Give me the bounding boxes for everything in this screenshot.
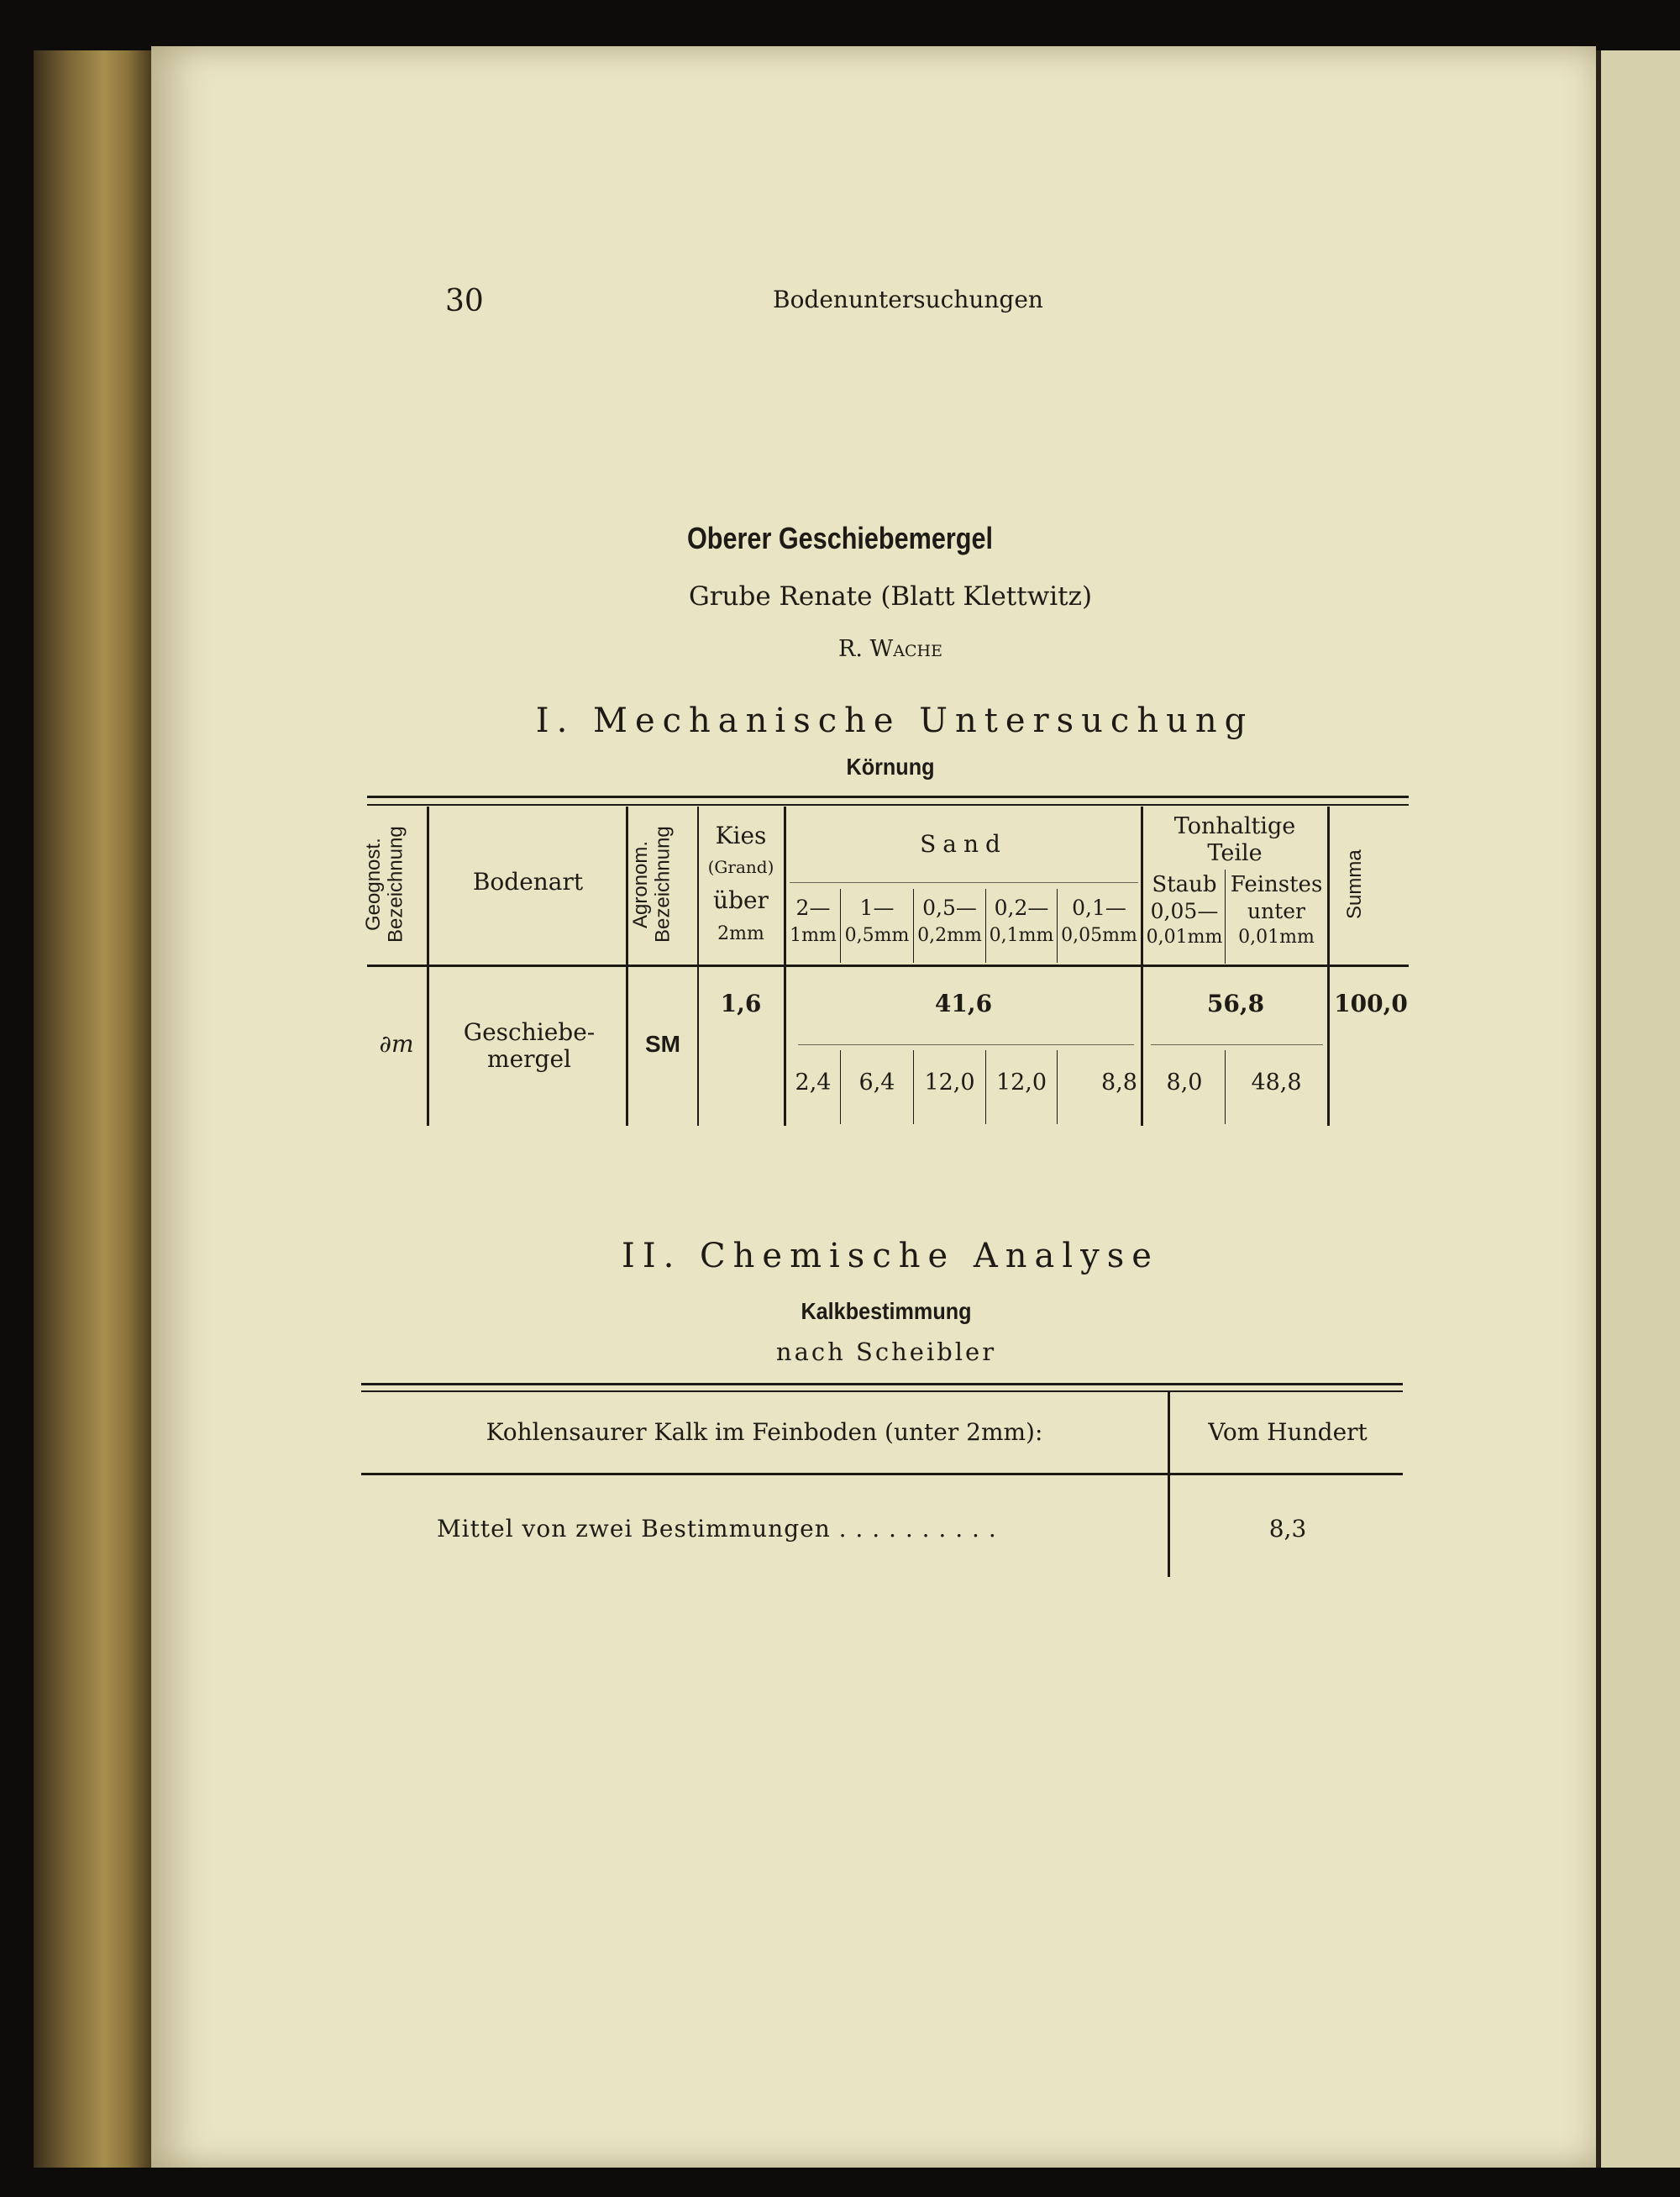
author-line: R. Wache bbox=[838, 636, 942, 662]
row-sand-4: 12,0 bbox=[995, 1070, 1047, 1096]
section2-subheading: Kalkbestimmung bbox=[801, 1298, 972, 1324]
col-kies-4: 2mm bbox=[717, 923, 764, 944]
row-agronom: SM bbox=[645, 1031, 680, 1057]
col-staub-c: 0,01mm bbox=[1146, 927, 1223, 948]
col-feinstes-c: 0,01mm bbox=[1238, 927, 1315, 948]
location-line: Grube Renate (Blatt Klettwitz) bbox=[688, 581, 1093, 612]
section1-heading: I. Mechanische Untersuchung bbox=[535, 702, 1254, 740]
col-kies-3: über bbox=[713, 886, 769, 914]
col-geognost: Geognost. Bezeichnung bbox=[362, 826, 407, 943]
method-line: nach Scheibler bbox=[775, 1338, 997, 1366]
sand-sub-3-bottom: 0,2mm bbox=[917, 925, 982, 946]
sand-sub-2-top: 1— bbox=[859, 896, 895, 920]
row-sand-5: 8,8 bbox=[1101, 1070, 1137, 1096]
col-bodenart: Bodenart bbox=[472, 868, 584, 896]
lime-col-value: Vom Hundert bbox=[1208, 1418, 1368, 1446]
col-tonhaltige: Tonhaltige Teile bbox=[1173, 813, 1296, 867]
sand-sub-5-top: 0,1— bbox=[1072, 896, 1126, 920]
col-feinstes-b: unter bbox=[1247, 899, 1305, 923]
sand-sub-5-bottom: 0,05mm bbox=[1061, 925, 1137, 946]
lime-row-value: 8,3 bbox=[1268, 1515, 1307, 1543]
col-staub-a: Staub bbox=[1152, 872, 1217, 897]
section2-heading: II. Chemische Analyse bbox=[622, 1237, 1159, 1275]
row-ton-total: 56,8 bbox=[1206, 990, 1265, 1017]
page-number: 30 bbox=[445, 284, 484, 318]
row-sand-total: 41,6 bbox=[934, 990, 993, 1017]
lime-row-label: Mittel von zwei Bestimmungen . . . . . . . . . . bbox=[437, 1515, 997, 1543]
sand-sub-4-bottom: 0,1mm bbox=[989, 925, 1054, 946]
col-sand: Sand bbox=[920, 830, 1007, 858]
row-sand-3: 12,0 bbox=[924, 1070, 975, 1096]
running-title: Bodenuntersuchungen bbox=[773, 286, 1043, 313]
book-page-edges bbox=[34, 50, 151, 2168]
row-geognost: ∂m bbox=[379, 1030, 414, 1058]
row-bodenart: Geschiebe-mergel bbox=[463, 1018, 596, 1074]
document-title: Oberer Geschiebemergel bbox=[687, 521, 993, 555]
col-kies-2: (Grand) bbox=[707, 857, 774, 877]
facing-page-edge bbox=[1596, 50, 1680, 2168]
lime-col-label: Kohlensaurer Kalk im Feinboden (unter 2mm): bbox=[486, 1418, 1043, 1446]
col-feinstes-a: Feinstes bbox=[1230, 872, 1323, 897]
row-ton-1: 8,0 bbox=[1166, 1070, 1203, 1096]
sand-sub-3-top: 0,5— bbox=[922, 896, 977, 920]
row-kies: 1,6 bbox=[720, 990, 762, 1017]
section1-subheading: Körnung bbox=[846, 754, 935, 780]
sand-sub-4-top: 0,2— bbox=[994, 896, 1049, 920]
row-sand-1: 2,4 bbox=[795, 1070, 832, 1096]
row-summa: 100,0 bbox=[1334, 990, 1408, 1017]
row-ton-2: 48,8 bbox=[1251, 1070, 1302, 1096]
col-agronom: Agronom. Bezeichnung bbox=[629, 826, 675, 943]
row-sand-2: 6,4 bbox=[858, 1070, 895, 1096]
col-kies-1: Kies bbox=[715, 822, 767, 849]
sand-sub-2-bottom: 0,5mm bbox=[844, 925, 910, 946]
col-summa: Summa bbox=[1343, 849, 1366, 920]
sand-sub-1-bottom: 1mm bbox=[790, 925, 837, 946]
col-staub-b: 0,05— bbox=[1150, 899, 1219, 923]
sand-sub-1-top: 2— bbox=[795, 896, 831, 920]
book-page bbox=[151, 46, 1596, 2168]
